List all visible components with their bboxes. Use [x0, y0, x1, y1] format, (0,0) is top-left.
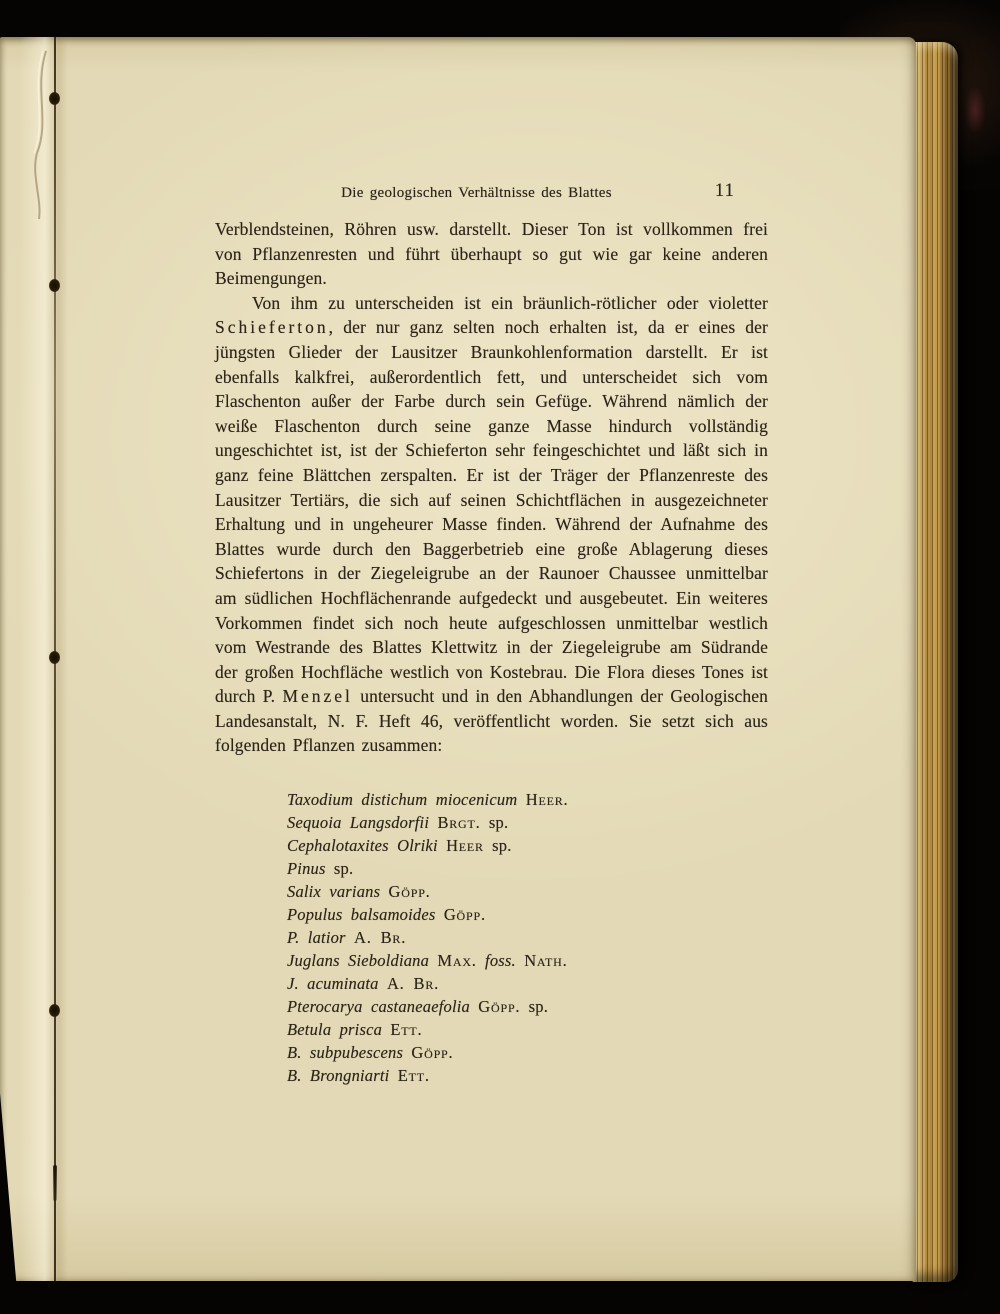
- text-segment: Populus balsamoides: [287, 905, 444, 924]
- text-segment: foss.: [476, 951, 525, 970]
- text-segment: J. acuminata: [287, 974, 387, 993]
- text-segment: untersucht und in den Abhandlungen der Geologischen Landesanstalt, N. F. Heft 46, veröffentlicht worden. Sie setzt sich aus folgenden Pflanzen zusammen:: [215, 686, 768, 756]
- text-segment: Menzel: [282, 686, 353, 707]
- species-item: [287, 949, 568, 972]
- text-segment: Taxodium distichum miocenicum: [287, 790, 526, 809]
- species-list: [287, 788, 568, 1087]
- text-segment: Ett.: [397, 1066, 430, 1085]
- running-head-title: Die geologischen Verhältnisse des Blattes: [341, 185, 612, 201]
- species-item: [287, 1018, 568, 1041]
- text-segment: sp.: [520, 997, 549, 1016]
- body-text: [215, 217, 768, 758]
- paragraph: [215, 217, 768, 291]
- text-segment: Brgt.: [437, 813, 481, 832]
- text-segment: Göpp.: [478, 997, 521, 1016]
- text-segment: Ett.: [390, 1020, 423, 1039]
- page-edge-stack: [912, 42, 958, 1282]
- species-item: [287, 880, 568, 903]
- text-segment: Cephalotaxites Olriki: [287, 836, 447, 855]
- page-number: 11: [714, 180, 735, 201]
- text-segment: Betula prisca: [287, 1020, 391, 1039]
- species-item: [287, 811, 568, 834]
- paragraph: [215, 291, 768, 758]
- text-segment: Max.: [437, 951, 477, 970]
- text-segment: Nath.: [524, 951, 568, 970]
- text-segment: Verblendsteinen, Röhren usw. darstellt. Dieser Ton ist vollkommen frei von Pflanzenresten und führt überhaupt so gut wie gar keine anderen Beimengungen.: [215, 219, 768, 289]
- text-segment: Göpp.: [388, 882, 431, 901]
- species-item: [287, 995, 568, 1018]
- species-item: [287, 857, 568, 880]
- running-head: [215, 180, 768, 207]
- text-segment: P. latior: [287, 928, 355, 947]
- species-item: [287, 1064, 568, 1087]
- stitch-mark: [53, 1165, 57, 1201]
- species-item: [287, 834, 568, 857]
- text-segment: Göpp.: [443, 905, 486, 924]
- text-segment: B. subpubescens: [287, 1043, 412, 1062]
- cover-smudge: [964, 86, 986, 134]
- book-page: [0, 37, 916, 1281]
- species-item: [287, 926, 568, 949]
- text-segment: , der nur ganz selten noch erhalten ist, da er eines der jüngsten Glieder der Lausitzer Braunkohlenformation darstellt. Er ist ebenfalls kalkfrei, außerordentlich fett, und unterscheidet sich vom Flaschenton außer der Farbe durch sein Gefüge. Während nämlich der weiße Flaschenton durch seine ganze Masse hindurch vollständig ungeschichtet ist, ist der Schieferton sehr feingeschichtet und läßt sich in ganz feine Blättchen zerspalten. Er ist der Träger der Pflanzenreste des Lausitzer Tertiärs, die sich auf seinen Schichtflächen in ausgezeichneter Erhaltung und in ungeheurer Masse finden. Während der Aufnahme des Blattes wurde durch den Baggerbetrieb eine große Ablagerung dieses Schiefertons in der Ziegeleigrube an der Raunoer Chaussee unmittelbar am südlichen Hochflächenrande aufgedeckt und ausgebeutet. Ein weiteres Vorkommen findet sich noch heute aufgeschlossen unmittelbar westlich vom Westrande des Blattes Klettwitz in der Ziegeleigrube am Südrande der großen Hochfläche westlich von Kostebrau. Die Flora dieses Tones ist durch P.: [215, 317, 768, 707]
- paper-wrinkle: [0, 37, 90, 247]
- stitch-hole: [49, 279, 60, 292]
- text-segment: Heer: [446, 836, 484, 855]
- text-segment: Schieferton: [215, 317, 329, 338]
- text-segment: Heer.: [525, 790, 569, 809]
- text-segment: Pinus: [287, 859, 334, 878]
- text-segment: sp.: [483, 836, 512, 855]
- text-segment: Juglans Sieboldiana: [287, 951, 438, 970]
- text-segment: sp.: [333, 859, 354, 878]
- species-item: [287, 788, 568, 811]
- text-segment: A. Br.: [354, 928, 407, 947]
- text-segment: Göpp.: [411, 1043, 454, 1062]
- species-item: [287, 903, 568, 926]
- text-segment: sp.: [480, 813, 509, 832]
- species-item: [287, 1041, 568, 1064]
- text-segment: Von ihm zu unterscheiden ist ein bräunlich-rötlicher oder violetter: [252, 292, 768, 313]
- stitch-hole: [49, 1004, 60, 1017]
- text-segment: Sequoia Langsdorfii: [287, 813, 438, 832]
- text-segment: A. Br.: [386, 974, 440, 993]
- text-segment: Pterocarya castaneaefolia: [287, 997, 479, 1016]
- text-segment: Salix varians: [287, 882, 389, 901]
- stitch-hole: [49, 651, 60, 664]
- text-segment: B. Brongniarti: [287, 1066, 398, 1085]
- species-item: [287, 972, 568, 995]
